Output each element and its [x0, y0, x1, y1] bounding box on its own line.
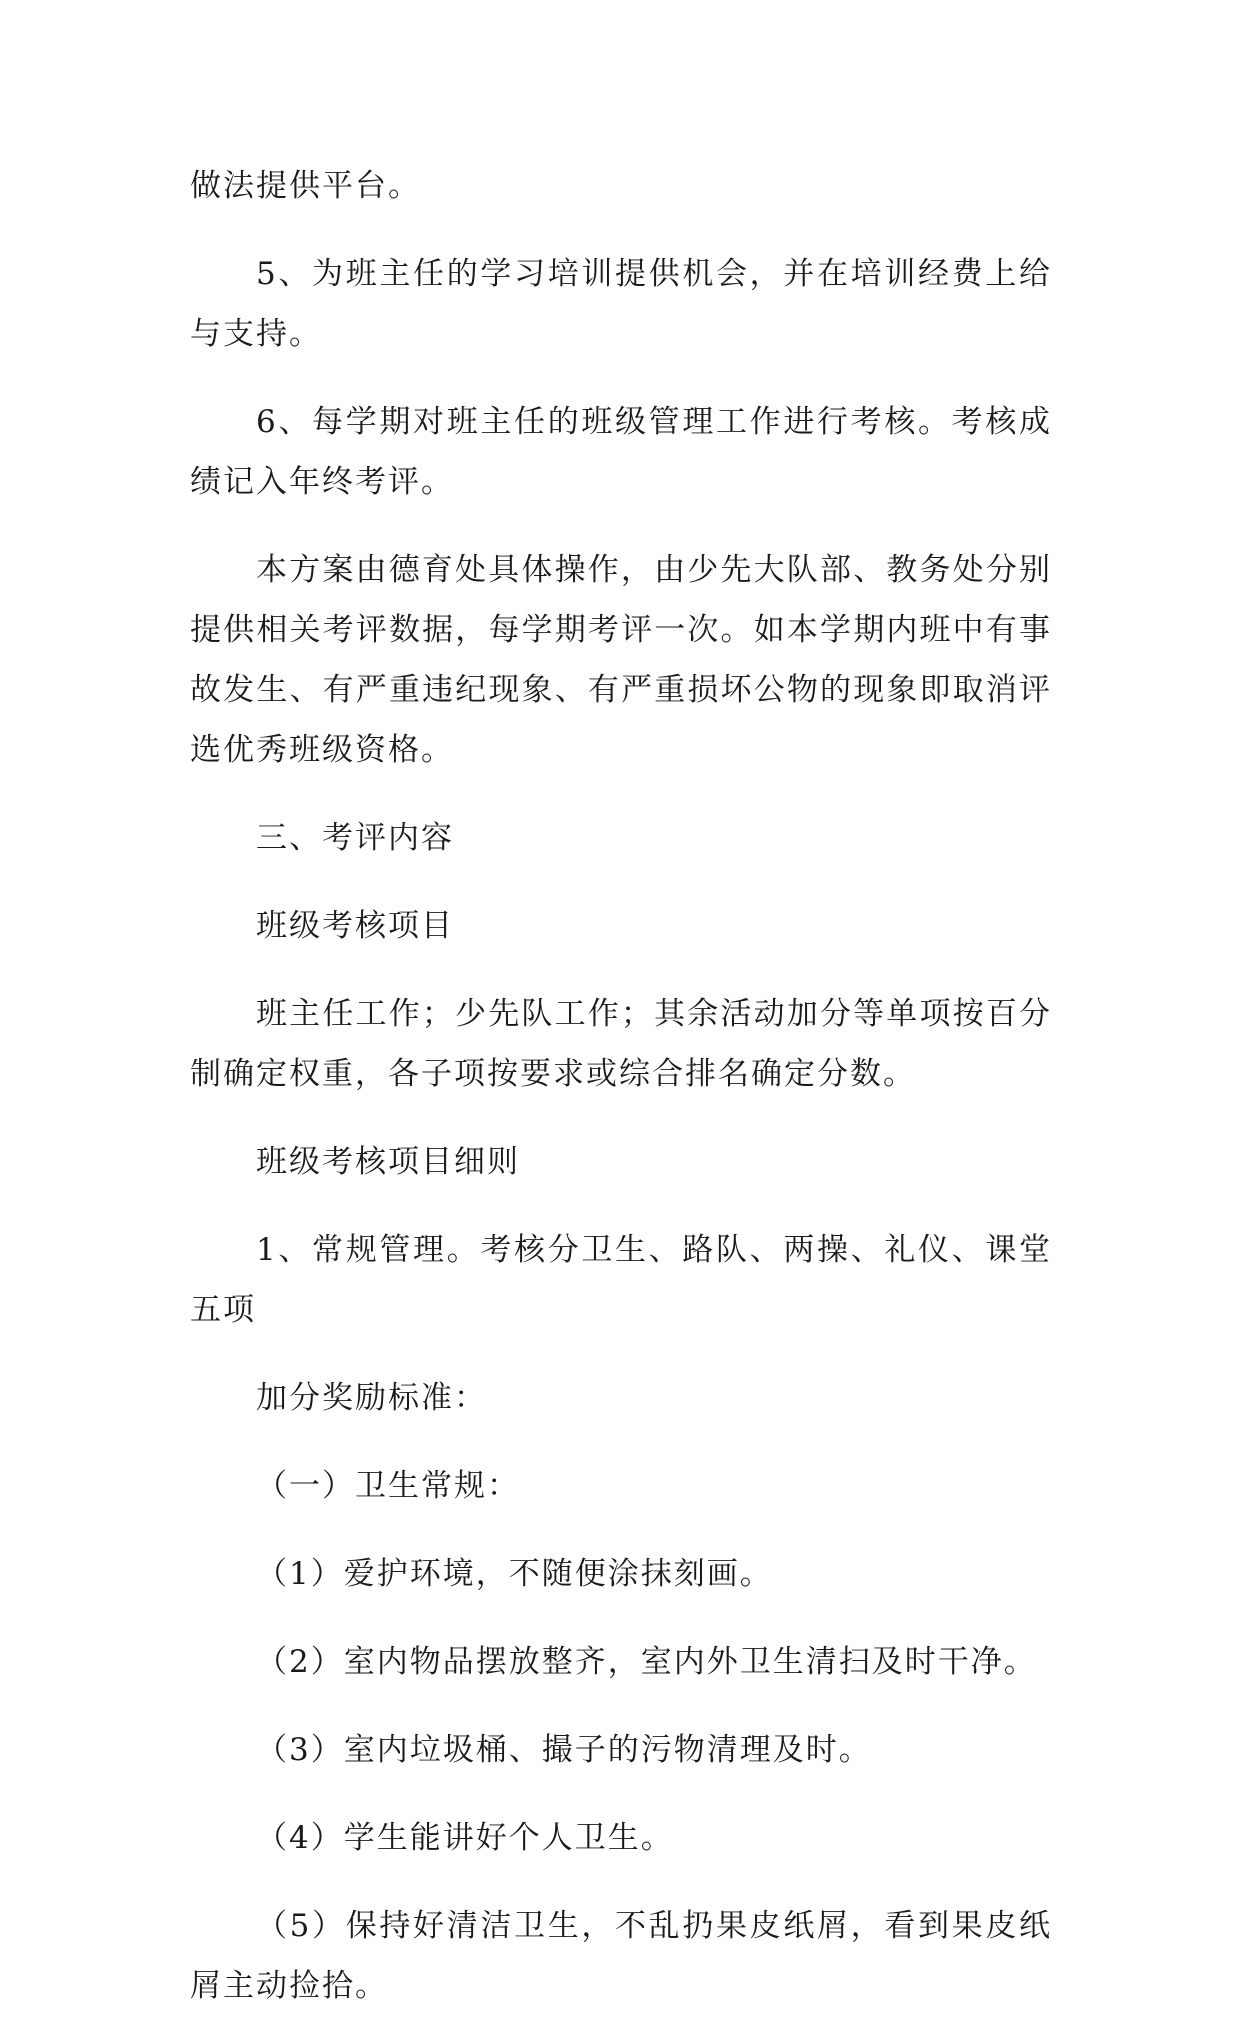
- list-item: （1）爱护环境，不随便涂抹刻画。: [256, 1556, 773, 1592]
- paragraph: 本方案由德育处具体操作，由少先大队部、教务处分别提供相关考评数据，每学期考评一次。如本学期内班中有事故发生、有严重违纪现象、有严重损坏公物的现象即取消评选优秀班级资格。: [190, 552, 1052, 768]
- list-item: （2）室内物品摆放整齐，室内外卫生清扫及时干净。: [256, 1644, 1037, 1680]
- paragraph: 做法提供平台。: [190, 168, 421, 204]
- paragraph: 班级考核项目细则: [256, 1144, 520, 1180]
- paragraph: （一）卫生常规：: [256, 1468, 520, 1504]
- list-item: （3）室内垃圾桶、撮子的污物清理及时。: [256, 1732, 872, 1768]
- list-item: （4）学生能讲好个人卫生。: [256, 1820, 674, 1856]
- section-heading: 三、考评内容: [256, 820, 454, 856]
- list-item: （5）保持好清洁卫生，不乱扔果皮纸屑，看到果皮纸屑主动捡拾。: [190, 1908, 1052, 2004]
- paragraph: 1、常规管理。考核分卫生、路队、两操、礼仪、课堂五项: [190, 1232, 1052, 1328]
- paragraph: 5、为班主任的学习培训提供机会，并在培训经费上给与支持。: [190, 256, 1052, 352]
- paragraph: 加分奖励标准：: [256, 1380, 487, 1416]
- document-page: [190, 156, 1052, 2044]
- paragraph: 班级考核项目: [256, 908, 454, 944]
- paragraph: 班主任工作；少先队工作；其余活动加分等单项按百分制确定权重，各子项按要求或综合排名确定分数。: [190, 996, 1052, 1092]
- paragraph: 6、每学期对班主任的班级管理工作进行考核。考核成绩记入年终考评。: [190, 404, 1052, 500]
